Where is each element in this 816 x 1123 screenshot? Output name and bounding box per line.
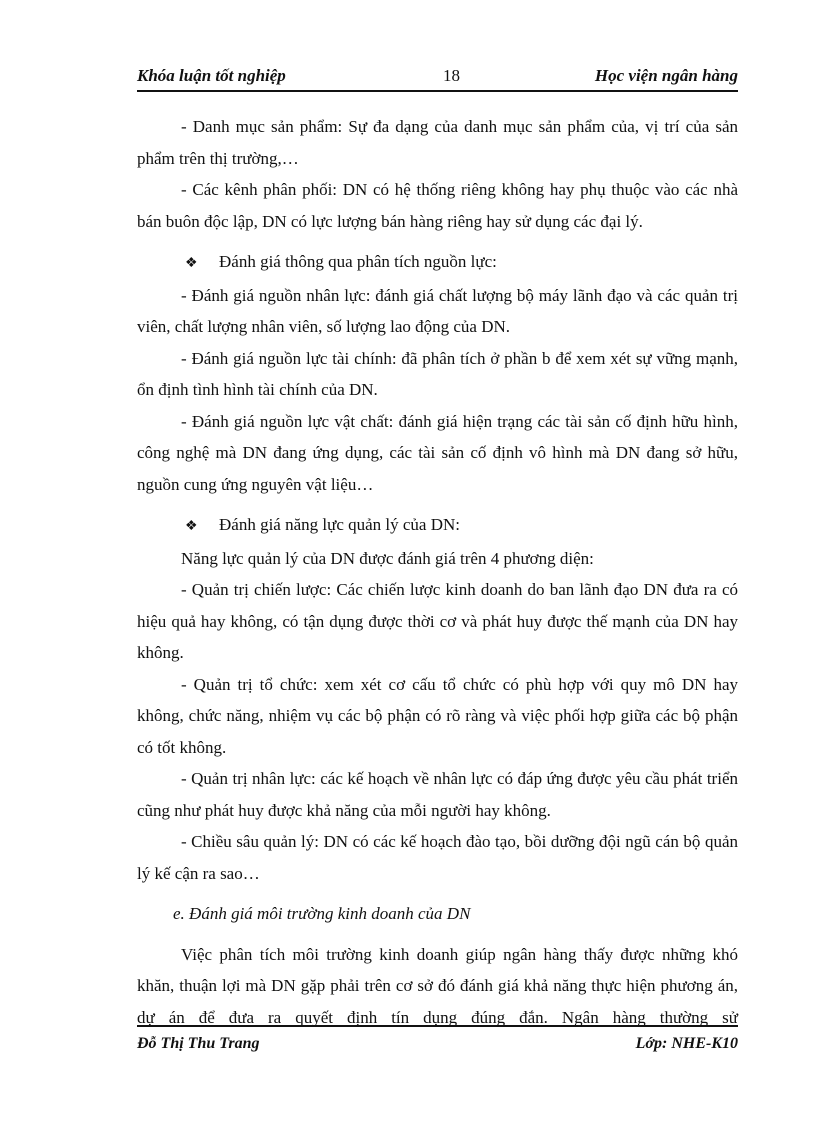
paragraph-distribution-channels: - Các kênh phân phối: DN có hệ thống riêng không hay phụ thuộc vào các nhà bán buôn độc lập, DN có lực lượng bán hàng riêng hay sử dụng các đại lý.	[137, 180, 738, 231]
page-number: 18	[443, 66, 460, 85]
paragraph-human-resources: - Đánh giá nguồn nhân lực: đánh giá chất lượng bộ máy lãnh đạo và các quản trị viên, chất lượng nhân viên, số lượng lao động của DN.	[137, 285, 738, 336]
footer-class: Lớp: NHE-K10	[635, 1035, 738, 1052]
bullet-text: Đánh giá năng lực quản lý của DN:	[219, 515, 461, 534]
header-institution: Học viện ngân hàng	[594, 66, 738, 85]
section-title: e. Đánh giá môi trường kinh doanh của DN	[173, 904, 471, 923]
header-thesis-label: Khóa luận tốt nghiệp	[137, 66, 286, 85]
page-footer	[137, 1025, 738, 1063]
paragraph-product-portfolio: - Danh mục sản phẩm: Sự đa dạng của danh mục sản phẩm của, vị trí của sản phẩm trên thị trường,…	[137, 117, 738, 168]
paragraph-business-environment: Việc phân tích môi trường kinh doanh giúp ngân hàng thấy được những khó khăn, thuận lợi mà DN gặp phải trên cơ sở đó đánh giá khả năng thực hiện phương án, dự án để đưa ra quyết định tín dụng đúng đắn. Ngân hàng thường sử	[137, 944, 738, 1027]
paragraph-four-aspects: Năng lực quản lý của DN được đánh giá trên 4 phương diện:	[181, 548, 594, 568]
paragraph-management-depth: - Chiều sâu quản lý: DN có các kế hoạch đào tạo, bồi dưỡng đội ngũ cán bộ quản lý kế cận ra sao…	[137, 832, 738, 883]
diamond-bullet-icon: ❖	[185, 256, 198, 271]
page-body	[137, 111, 738, 1033]
paragraph-strategic-management: - Quản trị chiến lược: Các chiến lược kinh doanh do ban lãnh đạo DN đưa ra có hiệu quả hay không, có tận dụng được thời cơ và phát huy được thế mạnh của DN hay không.	[137, 580, 738, 662]
bullet-resource-analysis	[137, 246, 738, 280]
diamond-bullet-icon: ❖	[185, 519, 198, 534]
paragraph-hr-management: - Quản trị nhân lực: các kế hoạch về nhân lực có đáp ứng được yêu cầu phát triển cũng như phát huy được khả năng của mỗi người hay không.	[137, 769, 738, 820]
footer-author: Đỗ Thị Thu Trang	[137, 1035, 260, 1052]
bullet-text: Đánh giá thông qua phân tích nguồn lực:	[219, 252, 497, 271]
paragraph-physical-resources: - Đánh giá nguồn lực vật chất: đánh giá hiện trạng các tài sản cố định hữu hình, công nghệ mà DN đang ứng dụng, các tài sản cố định vô hình mà DN đang sở hữu, nguồn cung ứng nguyên vật liệu…	[137, 411, 738, 494]
paragraph-organizational-management: - Quản trị tổ chức: xem xét cơ cấu tổ chức có phù hợp với quy mô DN hay không, chức năng, nhiệm vụ các bộ phận có rõ ràng và việc phối hợp giữa các bộ phận có tốt không.	[137, 674, 738, 757]
bullet-management-capacity	[137, 509, 738, 543]
page-header	[137, 64, 738, 92]
paragraph-financial-resources: - Đánh giá nguồn lực tài chính: đã phân tích ở phần b để xem xét sự vững mạnh, ổn định tình hình tài chính của DN.	[137, 348, 738, 399]
